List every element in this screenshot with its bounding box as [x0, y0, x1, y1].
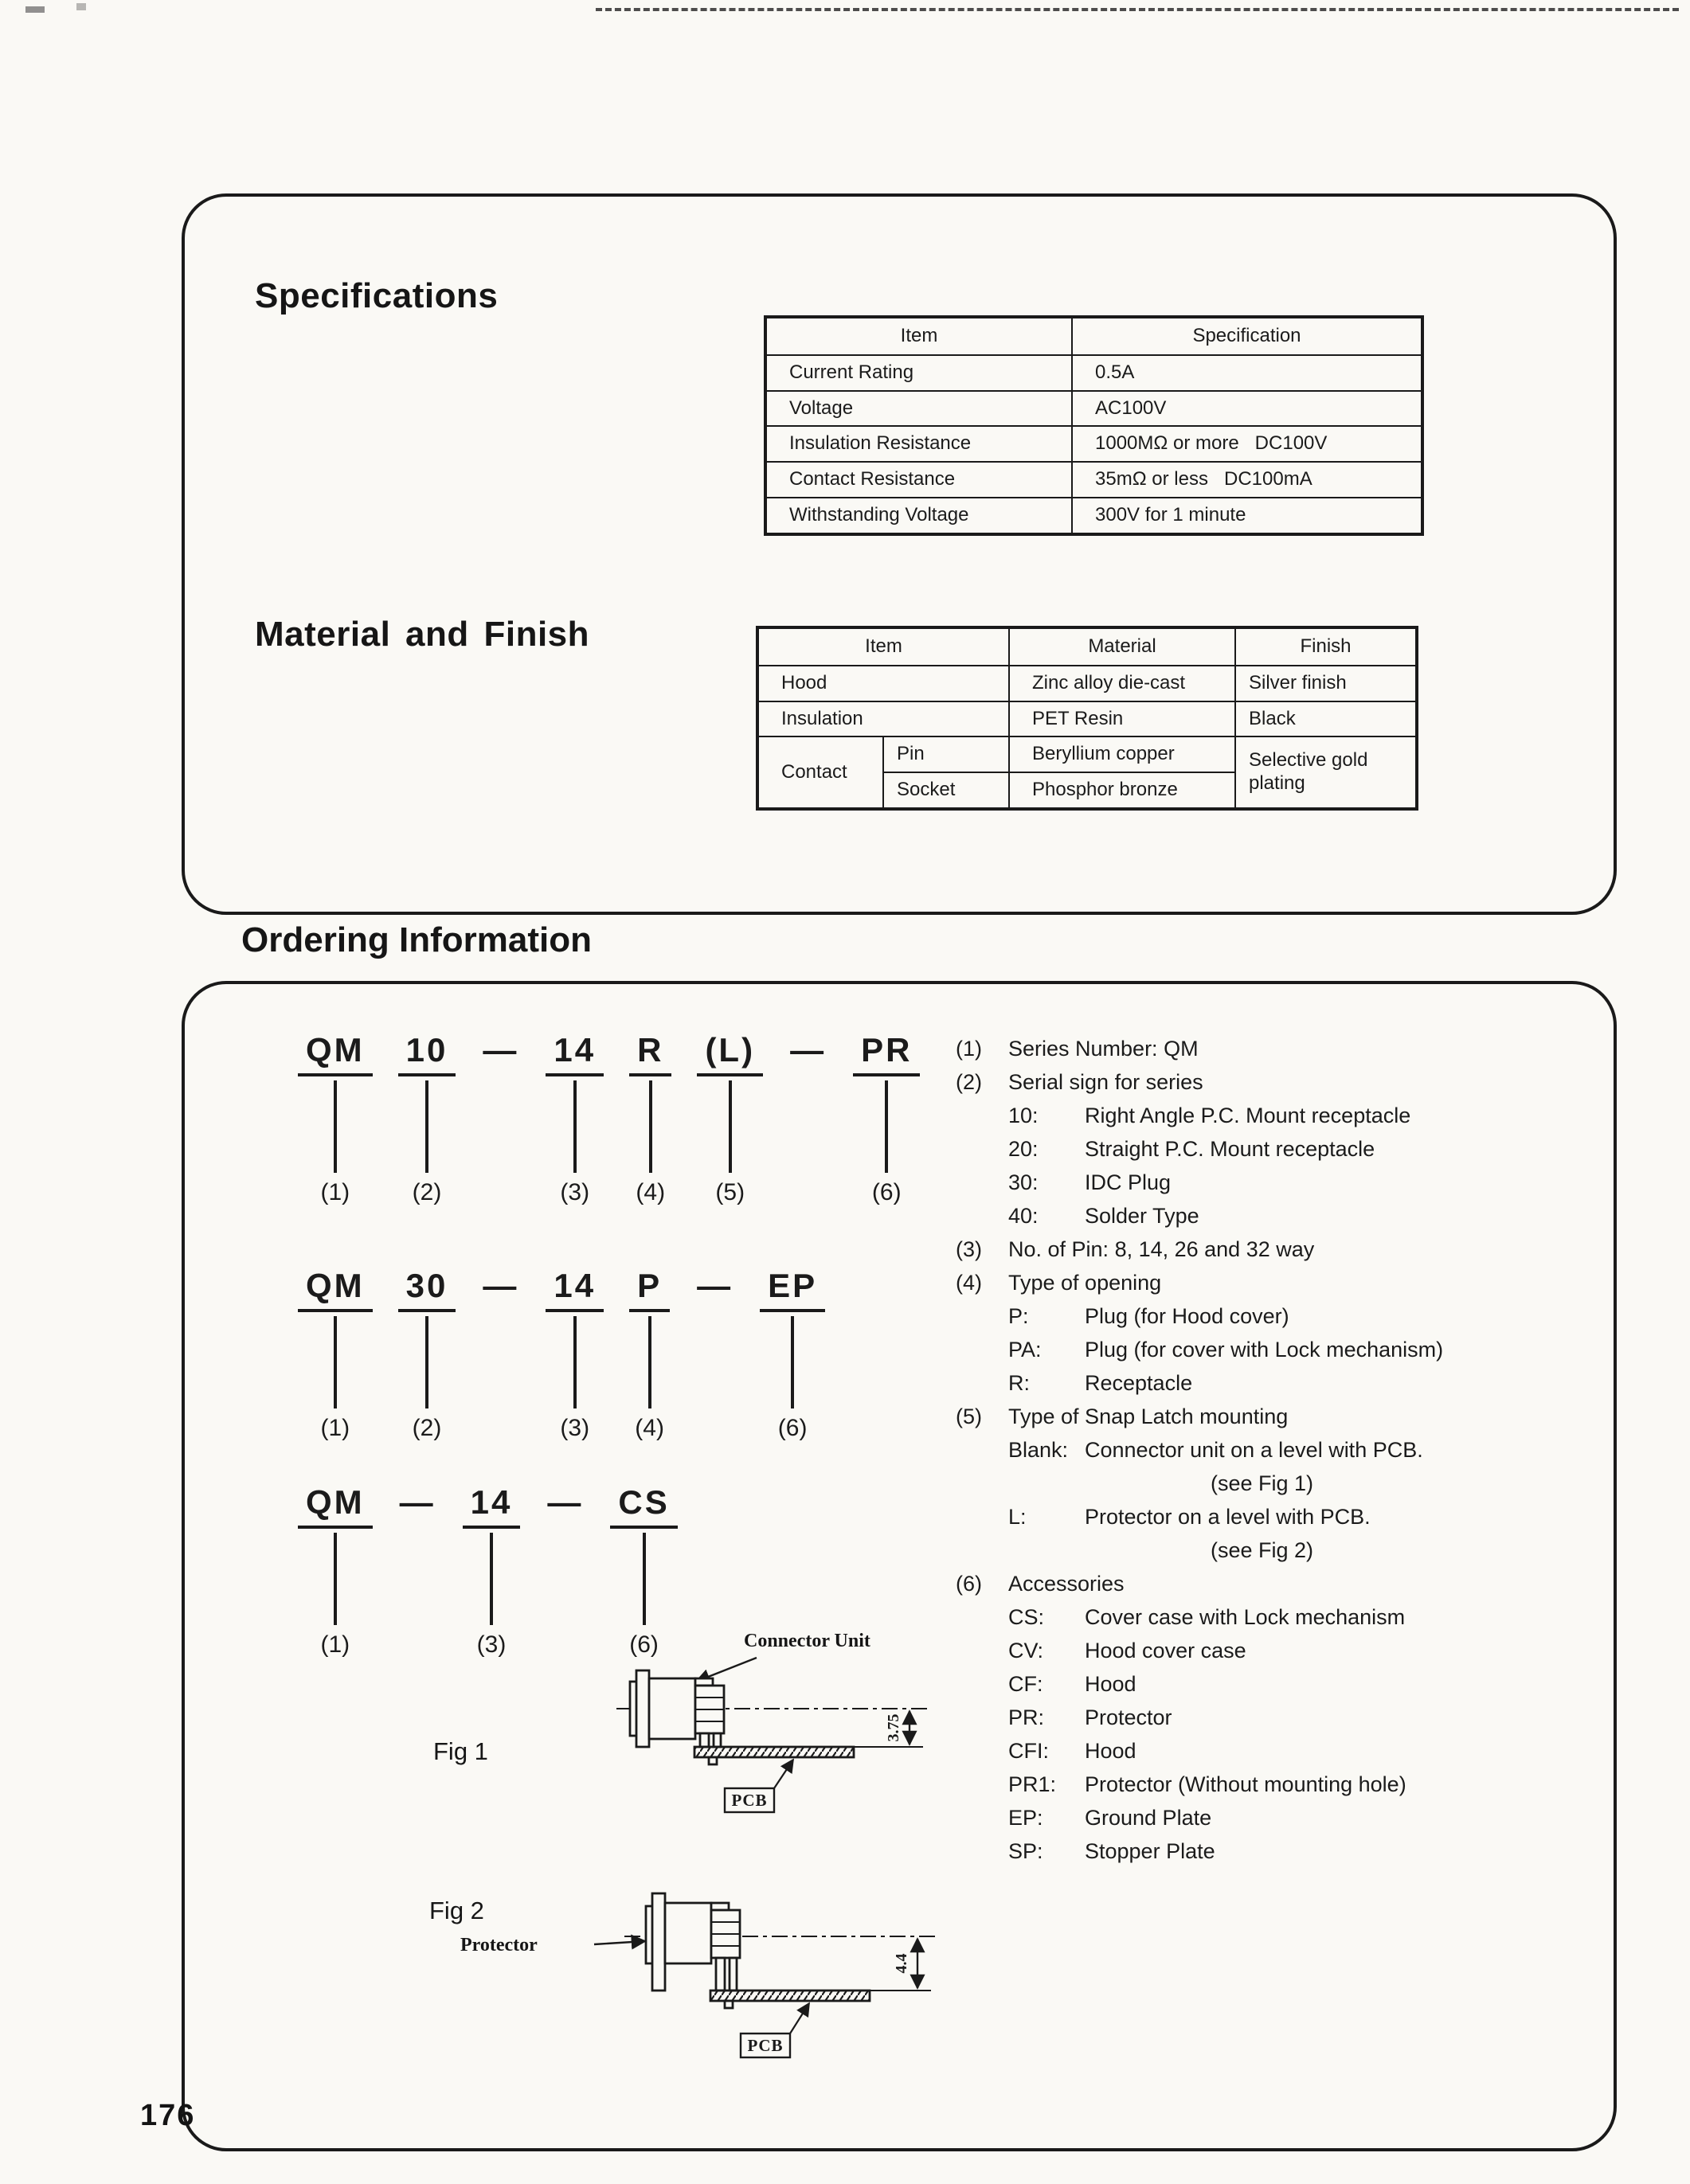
table-header-row — [757, 627, 1417, 666]
material-item: Hood — [757, 666, 1009, 701]
table-row — [765, 391, 1422, 427]
scan-speck — [25, 6, 45, 13]
connector-pin — [730, 1958, 737, 1991]
callout-stem — [643, 1533, 646, 1625]
table-row — [765, 426, 1422, 462]
callout-stem — [334, 1080, 337, 1173]
note-subitem: SP: Stopper Plate — [1008, 1839, 1215, 1863]
code-token: QM (1) — [298, 1484, 373, 1659]
code-token: 10 (2) — [398, 1032, 456, 1206]
callout-stem — [729, 1080, 732, 1173]
note-subitem: PR: Protector — [1008, 1705, 1172, 1729]
material-subitem: Socket — [883, 772, 1009, 809]
code-token: 30 (2) — [398, 1268, 456, 1442]
callout-stem — [573, 1080, 577, 1173]
figure-1 — [378, 1626, 1166, 1849]
code-token: CS (6) — [610, 1484, 677, 1659]
specifications-panel — [182, 193, 1617, 915]
spec-value: AC100V — [1072, 391, 1422, 427]
spec-value: 300V for 1 minute — [1072, 498, 1422, 534]
connector-pin — [714, 1733, 721, 1747]
connector-pin — [700, 1733, 709, 1747]
note-see-figure: (see Fig 2) — [1211, 1538, 1314, 1562]
spec-item: Contact Resistance — [765, 462, 1072, 498]
spec-item: Insulation Resistance — [765, 426, 1072, 462]
spec-item: Current Rating — [765, 355, 1072, 391]
callout-stem — [334, 1533, 337, 1625]
note-subitem: 40: Solder Type — [1008, 1204, 1199, 1228]
note-subitem: 20: Straight P.C. Mount receptacle — [1008, 1137, 1375, 1161]
scan-speck — [76, 3, 86, 10]
protector-callout: Protector — [460, 1935, 538, 1955]
specifications-table — [764, 315, 1424, 536]
code-token: P (4) — [629, 1268, 670, 1442]
code-token: QM (1) — [298, 1268, 373, 1442]
code-token: QM (1) — [298, 1032, 373, 1206]
material-finish-table — [756, 626, 1418, 811]
table-row — [765, 355, 1422, 391]
fig2-pcb-label: PCB — [747, 2036, 784, 2055]
callout-stem — [648, 1316, 651, 1408]
material-item: Contact — [757, 736, 883, 809]
finish-value: Black — [1235, 701, 1417, 737]
note-subitem: Blank: Connector unit on a level with PCB. — [1008, 1438, 1423, 1462]
ordering-code-example-1 — [298, 1032, 920, 1206]
protector-plate — [652, 1893, 665, 1991]
note-subitem: P: Plug (for Hood cover) — [1008, 1304, 1289, 1328]
finish-value: Silver finish — [1235, 666, 1417, 701]
page-number: 176 — [140, 2099, 196, 2132]
code-dash: — — [483, 1267, 519, 1304]
column-header: Specification — [1072, 317, 1422, 355]
material-item: Insulation — [757, 701, 1009, 737]
note-see-figure: (see Fig 1) — [1211, 1471, 1314, 1495]
code-token: 14 (3) — [546, 1268, 604, 1442]
callout-stem — [649, 1080, 652, 1173]
code-token: 14 (3) — [546, 1032, 604, 1206]
pcb-leader-arrow — [790, 2003, 809, 2034]
material-value: Beryllium copper — [1009, 736, 1235, 772]
table-row — [757, 701, 1417, 737]
table-row — [757, 736, 1417, 772]
note-subitem: L: Protector on a level with PCB. — [1008, 1505, 1371, 1529]
connector-flange — [636, 1670, 649, 1747]
note-item: (4) Type of opening — [956, 1271, 1162, 1295]
spec-item: Voltage — [765, 391, 1072, 427]
note-subitem: 30: IDC Plug — [1008, 1170, 1172, 1194]
code-token: (L) (5) — [697, 1032, 763, 1206]
callout-stem — [885, 1080, 888, 1173]
note-item: (3) No. of Pin: 8, 14, 26 and 32 way — [956, 1237, 1315, 1261]
callout-stem — [573, 1316, 577, 1408]
note-subitem: PR1: Protector (Without mounting hole) — [1008, 1772, 1406, 1796]
figure-1-label: Fig 1 — [433, 1737, 488, 1765]
figure-2-drawing — [593, 1871, 975, 2086]
table-row — [765, 462, 1422, 498]
note-item: (5) Type of Snap Latch mounting — [956, 1405, 1289, 1428]
note-subitem: PA: Plug (for cover with Lock mechanism) — [1008, 1338, 1444, 1362]
note-subitem: CV: Hood cover case — [1008, 1639, 1246, 1662]
note-subitem: CF: Hood — [1008, 1672, 1136, 1696]
spec-value: 1000MΩ or more DC100V — [1072, 426, 1422, 462]
fig1-pcb-label: PCB — [731, 1791, 768, 1810]
figure-1-drawing — [593, 1648, 975, 1839]
code-dash: — — [790, 1031, 827, 1069]
clinched-pin — [709, 1757, 717, 1764]
figure-2-label: Fig 2 — [429, 1897, 484, 1924]
clinched-pin — [725, 2001, 733, 2008]
fig2-dimension-value: 4.4 — [893, 1953, 910, 1974]
column-header: Material — [1009, 627, 1235, 666]
material-value: PET Resin — [1009, 701, 1235, 737]
note-subitem: R: Receptacle — [1008, 1371, 1193, 1395]
note-item: (1) Series Number: QM — [956, 1037, 1199, 1061]
code-token: 14 (3) — [463, 1484, 521, 1659]
material-finish-title: Material and Finish — [255, 615, 590, 654]
callout-stem — [334, 1316, 337, 1408]
callout-leader-arrow — [594, 1941, 645, 1944]
connector-unit-callout: Connector Unit — [744, 1631, 870, 1651]
pcb-board — [694, 1747, 854, 1757]
column-header: Item — [757, 627, 1009, 666]
finish-value: Selective gold plating — [1235, 736, 1417, 809]
column-header: Item — [765, 317, 1072, 355]
connector-body — [665, 1903, 711, 1963]
column-header: Finish — [1235, 627, 1417, 666]
ordering-information-panel — [182, 981, 1617, 2151]
callout-stem — [791, 1316, 794, 1408]
material-value: Zinc alloy die-cast — [1009, 666, 1235, 701]
fig1-dimension-value: 3.75 — [885, 1713, 902, 1742]
ordering-information-title: Ordering Information — [241, 920, 592, 959]
spec-value: 35mΩ or less DC100mA — [1072, 462, 1422, 498]
table-row — [757, 666, 1417, 701]
pcb-leader-arrow — [774, 1760, 793, 1788]
material-subitem: Pin — [883, 736, 1009, 772]
spec-item: Withstanding Voltage — [765, 498, 1072, 534]
code-dash: — — [483, 1031, 519, 1069]
connector-pin — [716, 1958, 725, 1991]
ordering-code-example-2 — [298, 1268, 825, 1442]
material-value: Phosphor bronze — [1009, 772, 1235, 809]
spec-value: 0.5A — [1072, 355, 1422, 391]
connector-body — [649, 1678, 695, 1739]
code-token: EP (6) — [760, 1268, 825, 1442]
note-subitem: 10: Right Angle P.C. Mount receptacle — [1008, 1104, 1411, 1127]
note-subitem: CS: Cover case with Lock mechanism — [1008, 1605, 1406, 1629]
pcb-board — [710, 1991, 870, 2001]
note-subitem: EP: Ground Plate — [1008, 1806, 1212, 1830]
note-item: (2) Serial sign for series — [956, 1070, 1203, 1094]
code-dash: — — [547, 1483, 584, 1521]
table-header-row — [765, 317, 1422, 355]
table-row — [765, 498, 1422, 534]
callout-stem — [490, 1533, 493, 1625]
callout-stem — [425, 1080, 428, 1173]
code-token: R (4) — [629, 1032, 671, 1206]
callout-stem — [425, 1316, 428, 1408]
code-token: PR (6) — [853, 1032, 920, 1206]
note-subitem: CFI: Hood — [1008, 1739, 1136, 1763]
page-top-dashed-line — [596, 8, 1679, 11]
code-dash: — — [399, 1483, 436, 1521]
figure-2 — [378, 1858, 1166, 2105]
specifications-title: Specifications — [255, 276, 499, 315]
code-dash: — — [697, 1267, 734, 1304]
note-item: (6) Accessories — [956, 1572, 1125, 1596]
